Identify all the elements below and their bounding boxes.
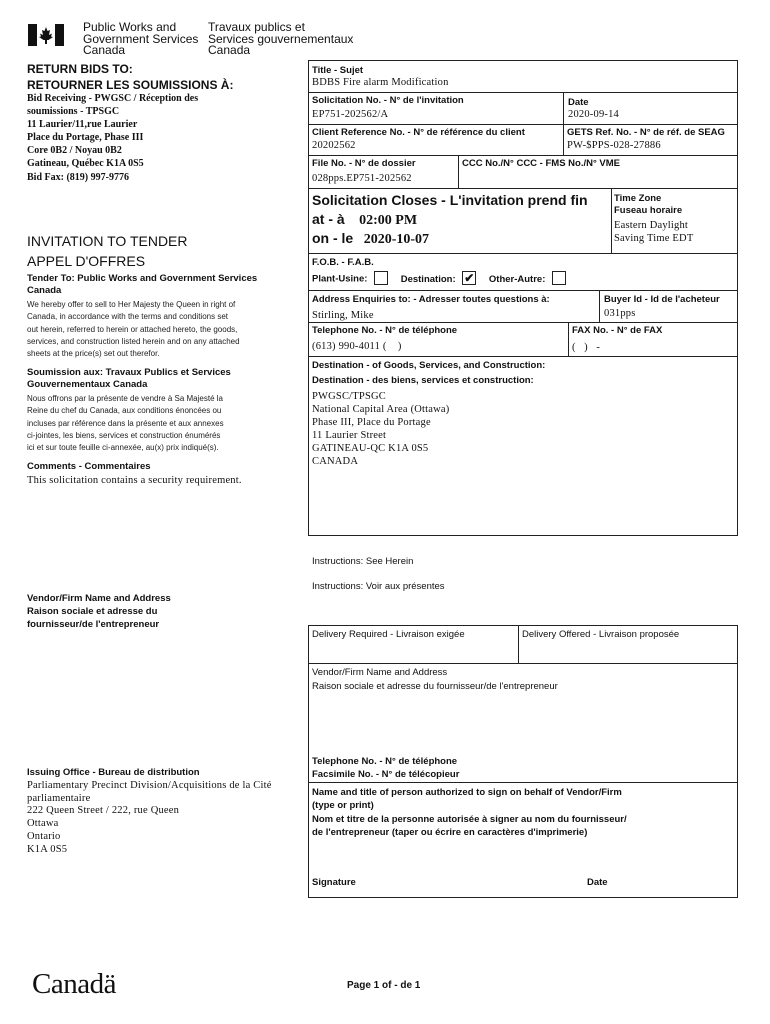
canada-wordmark: Canadä [32, 968, 116, 1000]
offer-en-line: Canada, in accordance with the terms and conditions set [27, 312, 229, 322]
tz-label-line: Fuseau horaire [614, 205, 683, 216]
gets-ref-value: PW-$PPS-028-27886 [567, 140, 661, 151]
return-bids-heading-fr: RETOURNER LES SOUMISSIONS À: [27, 78, 234, 92]
offer-fr-line: Reine du chef du Canada, aux conditions énoncées ou [27, 406, 222, 416]
fax-value: ( ) - [572, 342, 601, 353]
ccc-label: CCC No./N° CCC - FMS No./N° VME [462, 158, 621, 169]
offer-fr-line: incluses par référence dans la présente et aux annexes [27, 418, 224, 428]
signature-label: Signature [312, 877, 356, 888]
destination-checkbox[interactable]: ✔ [464, 271, 475, 285]
invitation-title [27, 231, 188, 271]
vendor-left-line: Vendor/Firm Name and Address [27, 593, 171, 604]
soumission-heading [27, 367, 231, 392]
return-bids-heading [27, 61, 233, 93]
solicitation-no-label: Solicitation No. - N° de l'invitation [312, 95, 464, 106]
page-number: Page 1 of - de 1 [347, 980, 421, 991]
offer-text-fr [27, 393, 224, 454]
destination-line: GATINEAU-QC K1A 0S5 [312, 443, 429, 455]
destination-goods-label-en: Destination - of Goods, Services, and Construction: [312, 360, 546, 371]
offer-en-line: services, and construction listed herein and on any attached [27, 336, 240, 346]
issuing-line: Parliamentary Precinct Division/Acquisitions de la Cité [27, 780, 272, 791]
offer-en-line: sheets at the price(s) set out therefor. [27, 349, 160, 359]
authorized-line: Name and title of person authorized to sign on behalf of Vendor/Firm [312, 787, 622, 798]
tender-to [27, 273, 257, 298]
buyer-id-value: 031pps [604, 308, 636, 319]
soumission-line: Soumission aux: Travaux Publics et Services [27, 367, 231, 378]
closes-at-label: at - à [312, 211, 345, 227]
destination-goods-address [312, 390, 450, 469]
vendor-box-line: Vendor/Firm Name and Address [312, 667, 448, 678]
destination-goods-label-fr: Destination - des biens, services et construction: [312, 375, 534, 386]
signature-date-label: Date [587, 877, 608, 888]
issuing-office-label: Issuing Office - Bureau de distribution [27, 767, 200, 778]
telephone-value: (613) 990-4011 ( ) [312, 341, 402, 352]
solicitation-no-value: EP751-202562/A [312, 109, 389, 120]
address-line: Place du Portage, Phase III [27, 132, 144, 144]
vendor-tel-fax-label [312, 755, 459, 781]
dept-en-line: Public Works and [83, 20, 177, 34]
invitation-title-en: INVITATION TO TENDER [27, 233, 188, 249]
tel-fax-line: Telephone No. - N° de téléphone [312, 756, 458, 767]
issuing-line: Ontario [27, 830, 61, 842]
vendor-left-line: fournisseur/de l'entrepreneur [27, 619, 160, 630]
title-value: BDBS Fire alarm Modification [312, 77, 449, 88]
client-ref-value: 20202562 [312, 140, 356, 151]
date-label: Date [568, 97, 589, 108]
issuing-office-address [27, 780, 272, 856]
issuing-line: 222 Queen Street / 222, rue Queen [27, 805, 180, 817]
authorized-person-label [312, 786, 627, 839]
address-line: Bid Receiving - PWGSC / Réception des [27, 93, 199, 104]
tender-to-line: Canada [27, 285, 62, 297]
canada-flag-icon [28, 24, 64, 46]
address-line: Gatineau, Québec K1A 0S5 [27, 158, 144, 170]
soumission-line: Gouvernementaux Canada [27, 379, 148, 391]
vendor-left-label [27, 592, 171, 631]
address-line: soumissions - TPSGC [27, 106, 120, 118]
plant-checkbox[interactable] [374, 271, 388, 285]
vendor-left-line: Raison sociale et adresse du [27, 606, 158, 617]
time-zone-label [614, 193, 682, 217]
return-bids-heading-en: RETURN BIDS TO: [27, 62, 133, 76]
authorized-line: (type or print) [312, 800, 374, 812]
tender-to-line: Tender To: Public Works and Government Services [27, 273, 258, 284]
dept-en-line: Canada [83, 43, 126, 57]
department-name-en [83, 22, 198, 57]
fax-label: FAX No. - N° de FAX [572, 325, 663, 336]
title-label: Title - Sujet [312, 65, 364, 76]
dept-fr-line: Canada [208, 43, 251, 57]
delivery-offered-label: Delivery Offered - Livraison proposée [522, 629, 680, 640]
authorized-line: de l'entrepreneur (taper ou écrire en caractères d'imprimerie) [312, 826, 588, 838]
destination-label: Destination: [400, 273, 456, 285]
date-value: 2020-09-14 [568, 109, 619, 120]
comments-value: This solicitation contains a security requirement. [27, 475, 242, 486]
closes-date-value: 2020-10-07 [363, 232, 430, 247]
department-name-fr [208, 22, 353, 57]
telephone-label: Telephone No. - N° de téléphone [312, 325, 458, 336]
buyer-id-label: Buyer Id - Id de l'acheteur [604, 294, 720, 305]
fob-label: F.O.B. - F.A.B. [312, 257, 374, 268]
time-zone-value [614, 219, 693, 245]
destination-line: CANADA [312, 456, 359, 468]
dept-fr-line: Services gouvernementaux [208, 31, 354, 46]
offer-en-line: We hereby offer to sell to Her Majesty the Queen in right of [27, 300, 236, 309]
authorized-line: Nom et titre de la personne autorisée à signer au nom du fournisseur/ [312, 813, 627, 825]
issuing-line: parliamentaire [27, 792, 91, 804]
return-bids-address [27, 92, 198, 184]
destination-line: Phase III, Place du Portage [312, 417, 431, 429]
closes-on-label: on - le [312, 230, 354, 246]
destination-line: National Capital Area (Ottawa) [312, 404, 450, 416]
plant-label: Plant-Usine: [312, 273, 368, 285]
instructions-fr: Instructions: Voir aux présentes [312, 581, 445, 592]
offer-fr-line: ci-jointes, les biens, services et construction énumérés [27, 430, 221, 440]
delivery-required-label: Delivery Required - Livraison exigée [312, 629, 465, 640]
instructions-en: Instructions: See Herein [312, 556, 414, 567]
address-line: Core 0B2 / Noyau 0B2 [27, 145, 122, 157]
destination-line: 11 Laurier Street [312, 430, 387, 442]
offer-text-en [27, 299, 240, 360]
closes-at [312, 211, 417, 229]
tz-label-line: Time Zone [614, 193, 662, 204]
gets-ref-label: GETS Ref. No. - N° de réf. de SEAG [567, 127, 725, 138]
vendor-box-line: Raison sociale et adresse du fournisseur/de l'entrepreneur [312, 681, 558, 692]
tz-value-line: Saving Time EDT [614, 233, 694, 244]
vendor-box-label [312, 666, 558, 694]
closes-time-value: 02:00 PM [359, 213, 418, 228]
address-line: 11 Laurier/11,rue Laurier [27, 119, 138, 131]
tz-value-line: Eastern Daylight [614, 220, 689, 231]
other-label: Other-Autre: [488, 273, 546, 285]
offer-en-line: out herein, referred to herein or attached hereto, the goods, [27, 324, 238, 334]
offer-fr-line: ici et sur toute feuille ci-annexée, au(x) prix indiqué(s). [27, 443, 219, 453]
offer-fr-line: Nous offrons par la présente de vendre à Sa Majesté la [27, 394, 223, 403]
address-enquiries-value: Stirling, Mike [312, 310, 374, 321]
address-enquiries-label: Address Enquiries to: - Adresser toutes questions à: [312, 294, 550, 305]
address-line: Bid Fax: (819) 997-9776 [27, 171, 129, 183]
dept-en-line: Government Services [83, 31, 199, 46]
fob-options [312, 272, 566, 286]
closes-on [312, 230, 429, 248]
file-no-label: File No. - N° de dossier [312, 158, 416, 169]
client-ref-label: Client Reference No. - N° de référence du client [312, 127, 525, 138]
issuing-line: K1A 0S5 [27, 843, 68, 855]
destination-line: PWGSC/TPSGC [312, 391, 386, 402]
other-checkbox[interactable] [552, 271, 566, 285]
closes-heading: Solicitation Closes - L'invitation prend fin [312, 192, 588, 208]
file-no-value: 028pps.EP751-202562 [312, 173, 412, 184]
dept-fr-line: Travaux publics et [208, 20, 305, 34]
comments-label: Comments - Commentaires [27, 461, 151, 472]
issuing-line: Ottawa [27, 818, 59, 830]
invitation-title-fr: APPEL D'OFFRES [27, 253, 146, 269]
tel-fax-line: Facsimile No. - N° de télécopieur [312, 769, 460, 780]
